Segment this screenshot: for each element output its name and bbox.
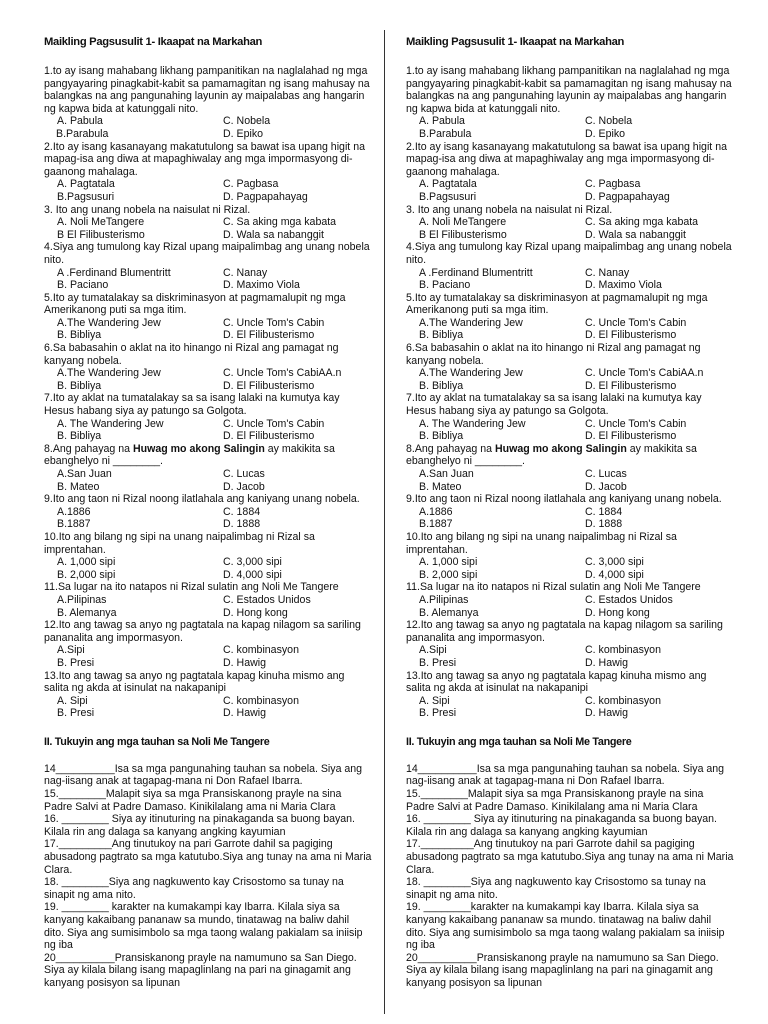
question-1: 1.to ay isang mahabang likhang pampanitikan na naglalahad ng mga pangyayaring pinagkabit-kabit sa pamamagitan ng isang mahusay na balangkas na ang pangunahing layunin ay maipalabas ang hangarin ng kapwa bida at katunggali nito. A. Pabula C. Nobela B.Parabula D. Epiko [406, 65, 734, 141]
quiz-copy-right [406, 36, 734, 990]
question-12: 12.Ito ang tawag sa anyo ng pagtatala na kapag nilagom sa sariling pananalita ang impormasyon. A.Sipi C. kombinasyon B. Presi D. Hawig [406, 619, 734, 669]
section-2-title: II. Tukuyin ang mga tauhan sa Noli Me Tangere [44, 735, 270, 748]
question-3: 3. Ito ang unang nobela na naisulat ni Rizal. A. Noli MeTangere C. Sa aking mga kabata B El Filibusterismo D. Wala sa nabanggit [406, 204, 734, 242]
section-2-title: II. Tukuyin ang mga tauhan sa Noli Me Tangere [406, 735, 632, 748]
choices: A. The Wandering Jew C. Uncle Tom's Cabin B. Bibliya D. El Filibusterismo [419, 417, 687, 443]
question-11: 11.Sa lugar na ito natapos ni Rizal sulatin ang Noli Me Tangere A.Pilipinas C. Estados Unidos B. Alemanya D. Hong kong [44, 581, 372, 619]
bold-phrase: Huwag mo akong Salingin [132, 442, 265, 455]
choices: A. 1,000 sipi C. 3,000 sipi B. 2,000 sipi D. 4,000 sipi [419, 556, 644, 581]
item-14: 14__________Isa sa mga pangunahing tauhan sa nobela. Siya ang nag-iisang anak at tagapag-mana ni Don Rafael Ibarra. [406, 762, 725, 788]
choices: A.Pilipinas C. Estados Unidos B. Alemanya D. Hong kong [419, 593, 673, 619]
item-19: 19. ________karakter na kumakampi kay Ibarra. Kilala siya sa kanyang kakaibang pananaw sa mundo. tinatawag na baliw dahil dito. Siya ang sumisimbolo sa mga taong walang pakialam sa iniisip ng iba [406, 901, 725, 952]
choices: A .Ferdinand Blumentritt C. Nanay B. Paciano D. Maximo Viola [57, 266, 300, 292]
question-11: 11.Sa lugar na ito natapos ni Rizal sulatin ang Noli Me Tangere A.Pilipinas C. Estados Unidos B. Alemanya D. Hong kong [406, 581, 734, 619]
choices: A.The Wandering Jew C. Uncle Tom's Cabin B. Bibliya D. El Filibusterismo [419, 316, 687, 342]
question-8: 8.Ang pahayag na Huwag mo akong Salingin ay makikita sa ebanghelyo ni ________. A.San Juan C. Lucas B. Mateo D. Jacob [406, 443, 734, 493]
question-7: 7.Ito ay aklat na tumatalakay sa sa isang lalaki na kumutya kay Hesus habang siya ay patungo sa Golgota. A. The Wandering Jew C. Uncle Tom's Cabin B. Bibliya D. El Filibusterismo [44, 392, 372, 442]
choices: A. Pabula C. Nobela B.Parabula D. Epiko [419, 115, 633, 140]
question-13: 13.Ito ang tawag sa anyo ng pagtatala kapag kinuha mismo ang salita ng akda at isinulat na nakapanipi A. Sipi C. kombinasyon B. Presi D. Hawig [406, 670, 734, 720]
item-18: 18. ________Siya ang nagkuwento kay Crisostomo sa tunay na sinapit ng ama nito. [44, 876, 344, 901]
choices: A. Noli MeTangere C. Sa aking mga kabata B El Filibusterismo D. Wala sa nabanggit [57, 216, 337, 241]
choices: A.1886 C. 1884 B.1887 D. 1888 [57, 505, 261, 531]
question-8: 8.Ang pahayag na Huwag mo akong Salingin ay makikita sa ebanghelyo ni ________. A.San Juan C. Lucas B. Mateo D. Jacob [44, 443, 372, 493]
choices: A. Pagtatala C. Pagbasa B.Pagsusuri D. Pagpapahayag [419, 178, 670, 203]
choices: A.San Juan C. Lucas B. Mateo D. Jacob [419, 468, 627, 493]
question-10: 10.Ito ang bilang ng sipi na unang naipalimbag ni Rizal sa imprentahan. A. 1,000 sipi C. 3,000 sipi B. 2,000 sipi D. 4,000 sipi [44, 531, 372, 581]
question-12: 12.Ito ang tawag sa anyo ng pagtatala na kapag nilagom sa sariling pananalita ang impormasyon. A.Sipi C. kombinasyon B. Presi D. Hawig [44, 619, 372, 669]
question-6: 6.Sa babasahin o aklat na ito hinango ni Rizal ang pamagat ng kanyang nobela. A.The Wandering Jew C. Uncle Tom's CabiAA.n B. Bibliya D. El Filibusterismo [406, 342, 734, 392]
choices: A.San Juan C. Lucas B. Mateo D. Jacob [57, 468, 265, 493]
item-15: 15.________Malapit siya sa mga Pransiskanong prayle na sina Padre Salvi at Padre Damaso. Kinikilalang ama ni Maria Clara [44, 788, 342, 813]
choices: A. Sipi C. kombinasyon B. Presi D. Hawig [419, 694, 661, 720]
choices: A. 1,000 sipi C. 3,000 sipi B. 2,000 sipi D. 4,000 sipi [57, 556, 282, 581]
choices: A. Sipi C. kombinasyon B. Presi D. Hawig [57, 694, 299, 720]
question-13: 13.Ito ang tawag sa anyo ng pagtatala kapag kinuha mismo ang salita ng akda at isinulat na nakapanipi A. Sipi C. kombinasyon B. Presi D. Hawig [44, 670, 372, 720]
question-6: 6.Sa babasahin o aklat na ito hinango ni Rizal ang pamagat ng kanyang nobela. A.The Wandering Jew C. Uncle Tom's CabiAA.n B. Bibliya D. El Filibusterismo [44, 342, 372, 392]
choices: A.The Wandering Jew C. Uncle Tom's CabiAA.n B. Bibliya D. El Filibusterismo [419, 367, 704, 392]
question-9: 9.Ito ang taon ni Rizal noong ilatlahala ang kaniyang unang nobela. A.1886 C. 1884 B.1887 D. 1888 [44, 493, 372, 531]
quiz-copy-left [44, 36, 372, 990]
choices: A. The Wandering Jew C. Uncle Tom's Cabin B. Bibliya D. El Filibusterismo [57, 417, 325, 443]
question-4: 4.Siya ang tumulong kay Rizal upang maipalimbag ang unang nobela nito. A .Ferdinand Blumentritt C. Nanay B. Paciano D. Maximo Viola [44, 241, 372, 291]
quiz-title: Maikling Pagsusulit 1- Ikaapat na Markahan [44, 36, 263, 48]
quiz-title: Maikling Pagsusulit 1- Ikaapat na Markahan [406, 36, 625, 48]
column-divider [384, 30, 385, 1014]
item-17: 17._________Ang tinutukoy na pari Garrote dahil sa pagiging abusadong pagtrato sa mga katutubo.Siya ang tunay na ama ni Maria Clara. [44, 838, 372, 876]
item-16: 16. ________ Siya ay itinuturing na pinakaganda sa buong bayan. Kilala rin ang dalaga sa kanyang angking kayumian [44, 813, 355, 838]
choices: A.Sipi C. kombinasyon B. Presi D. Hawig [419, 644, 661, 669]
choices: A .Ferdinand Blumentritt C. Nanay B. Paciano D. Maximo Viola [419, 266, 662, 292]
question-2: 2.Ito ay isang kasanayang makatutulong sa bawat isa upang higit na mapag-isa ang diwa at mapaghiwalay ang mga impormasyong di-gaanong mahalaga. A. Pagtatala C. Pagbasa B.Pagsusuri D. Pagpapahayag [406, 141, 734, 204]
question-3: 3. Ito ang unang nobela na naisulat ni Rizal. A. Noli MeTangere C. Sa aking mga kabata B El Filibusterismo D. Wala sa nabanggit [44, 204, 372, 242]
bold-phrase: Huwag mo akong Salingin [494, 442, 627, 455]
choices: A.1886 C. 1884 B.1887 D. 1888 [419, 505, 623, 531]
choices: A. Pagtatala C. Pagbasa B.Pagsusuri D. Pagpapahayag [57, 178, 308, 203]
question-7: 7.Ito ay aklat na tumatalakay sa sa isang lalaki na kumutya kay Hesus habang siya ay patungo sa Golgota. A. The Wandering Jew C. Uncle Tom's Cabin B. Bibliya D. El Filibusterismo [406, 392, 734, 442]
item-15: 15.________Malapit siya sa mga Pransiskanong prayle na sina Padre Salvi at Padre Damaso. Kinikilalang ama ni Maria Clara [406, 788, 704, 813]
item-19: 19. ________ karakter na kumakampi kay Ibarra. Kilala siya sa kanyang kakaibang pananaw sa mundo, tinatawag na baliw dahil dito. Siya ang sumisimbolo sa mga taong walang pakialam sa iniisip ng iba [44, 901, 363, 952]
item-17: 17._________Ang tinutukoy na pari Garrote dahil sa pagiging abusadong pagtrato sa mga katutubo.Siya ang tunay na ama ni Maria Clara. [406, 838, 734, 876]
item-18: 18. ________Siya ang nagkuwento kay Crisostomo sa tunay na sinapit ng ama nito. [406, 876, 706, 901]
question-4: 4.Siya ang tumulong kay Rizal upang maipalimbag ang unang nobela nito. A .Ferdinand Blumentritt C. Nanay B. Paciano D. Maximo Viola [406, 241, 734, 291]
question-10: 10.Ito ang bilang ng sipi na unang naipalimbag ni Rizal sa imprentahan. A. 1,000 sipi C. 3,000 sipi B. 2,000 sipi D. 4,000 sipi [406, 531, 734, 581]
question-5: 5.Ito ay tumatalakay sa diskriminasyon at pagmamalupit ng mga Amerikanong puti sa mga itim. A.The Wandering Jew C. Uncle Tom's Cabin B. Bibliya D. El Filibusterismo [44, 292, 372, 342]
choices: A.Pilipinas C. Estados Unidos B. Alemanya D. Hong kong [57, 593, 311, 619]
question-2: 2.Ito ay isang kasanayang makatutulong sa bawat isa upang higit na mapag-isa ang diwa at mapaghiwalay ang mga impormasyong di-gaanong mahalaga. A. Pagtatala C. Pagbasa B.Pagsusuri D. Pagpapahayag [44, 141, 372, 204]
question-5: 5.Ito ay tumatalakay sa diskriminasyon at pagmamalupit ng mga Amerikanong puti sa mga itim. A.The Wandering Jew C. Uncle Tom's Cabin B. Bibliya D. El Filibusterismo [406, 292, 734, 342]
choices: A.The Wandering Jew C. Uncle Tom's Cabin B. Bibliya D. El Filibusterismo [57, 316, 325, 342]
choices: A. Pabula C. Nobela B.Parabula D. Epiko [56, 115, 271, 140]
choices: A.Sipi C. kombinasyon B. Presi D. Hawig [57, 644, 299, 669]
choices: A.The Wandering Jew C. Uncle Tom's CabiAA.n B. Bibliya D. El Filibusterismo [57, 367, 342, 392]
item-14: 14__________Isa sa mga pangunahing tauhan sa nobela. Siya ang nag-iisang anak at tagapag-mana ni Don Rafael Ibarra. [44, 762, 363, 788]
question-1: 1.to ay isang mahabang likhang pampanitikan na naglalahad ng mga pangyayaring pinagkabit-kabit sa pamamagitan ng isang mahusay na balangkas na ang pangunahing layunin ay maipalabas ang hangarin ng kapwa bida at katunggali nito. A. Pabula C. Nobela B.Parabula D. Epiko [44, 65, 372, 141]
question-9: 9.Ito ang taon ni Rizal noong ilatlahala ang kaniyang unang nobela. A.1886 C. 1884 B.1887 D. 1888 [406, 493, 734, 531]
choices: A. Noli MeTangere C. Sa aking mga kabata B El Filibusterismo D. Wala sa nabanggit [419, 216, 699, 241]
item-16: 16. ________ Siya ay itinuturing na pinakaganda sa buong bayan. Kilala rin ang dalaga sa kanyang angking kayumian [406, 813, 717, 838]
item-20: 20__________Pransiskanong prayle na namumuno sa San Diego. Siya ay kilala bilang isang mapaglinlang na pari na ginagamit ang kanyang posisyon sa lipunan [44, 951, 357, 989]
item-20: 20__________Pransiskanong prayle na namumuno sa San Diego. Siya ay kilala bilang isang mapaglinlang na pari na ginagamit ang kanyang posisyon sa lipunan [406, 951, 719, 989]
